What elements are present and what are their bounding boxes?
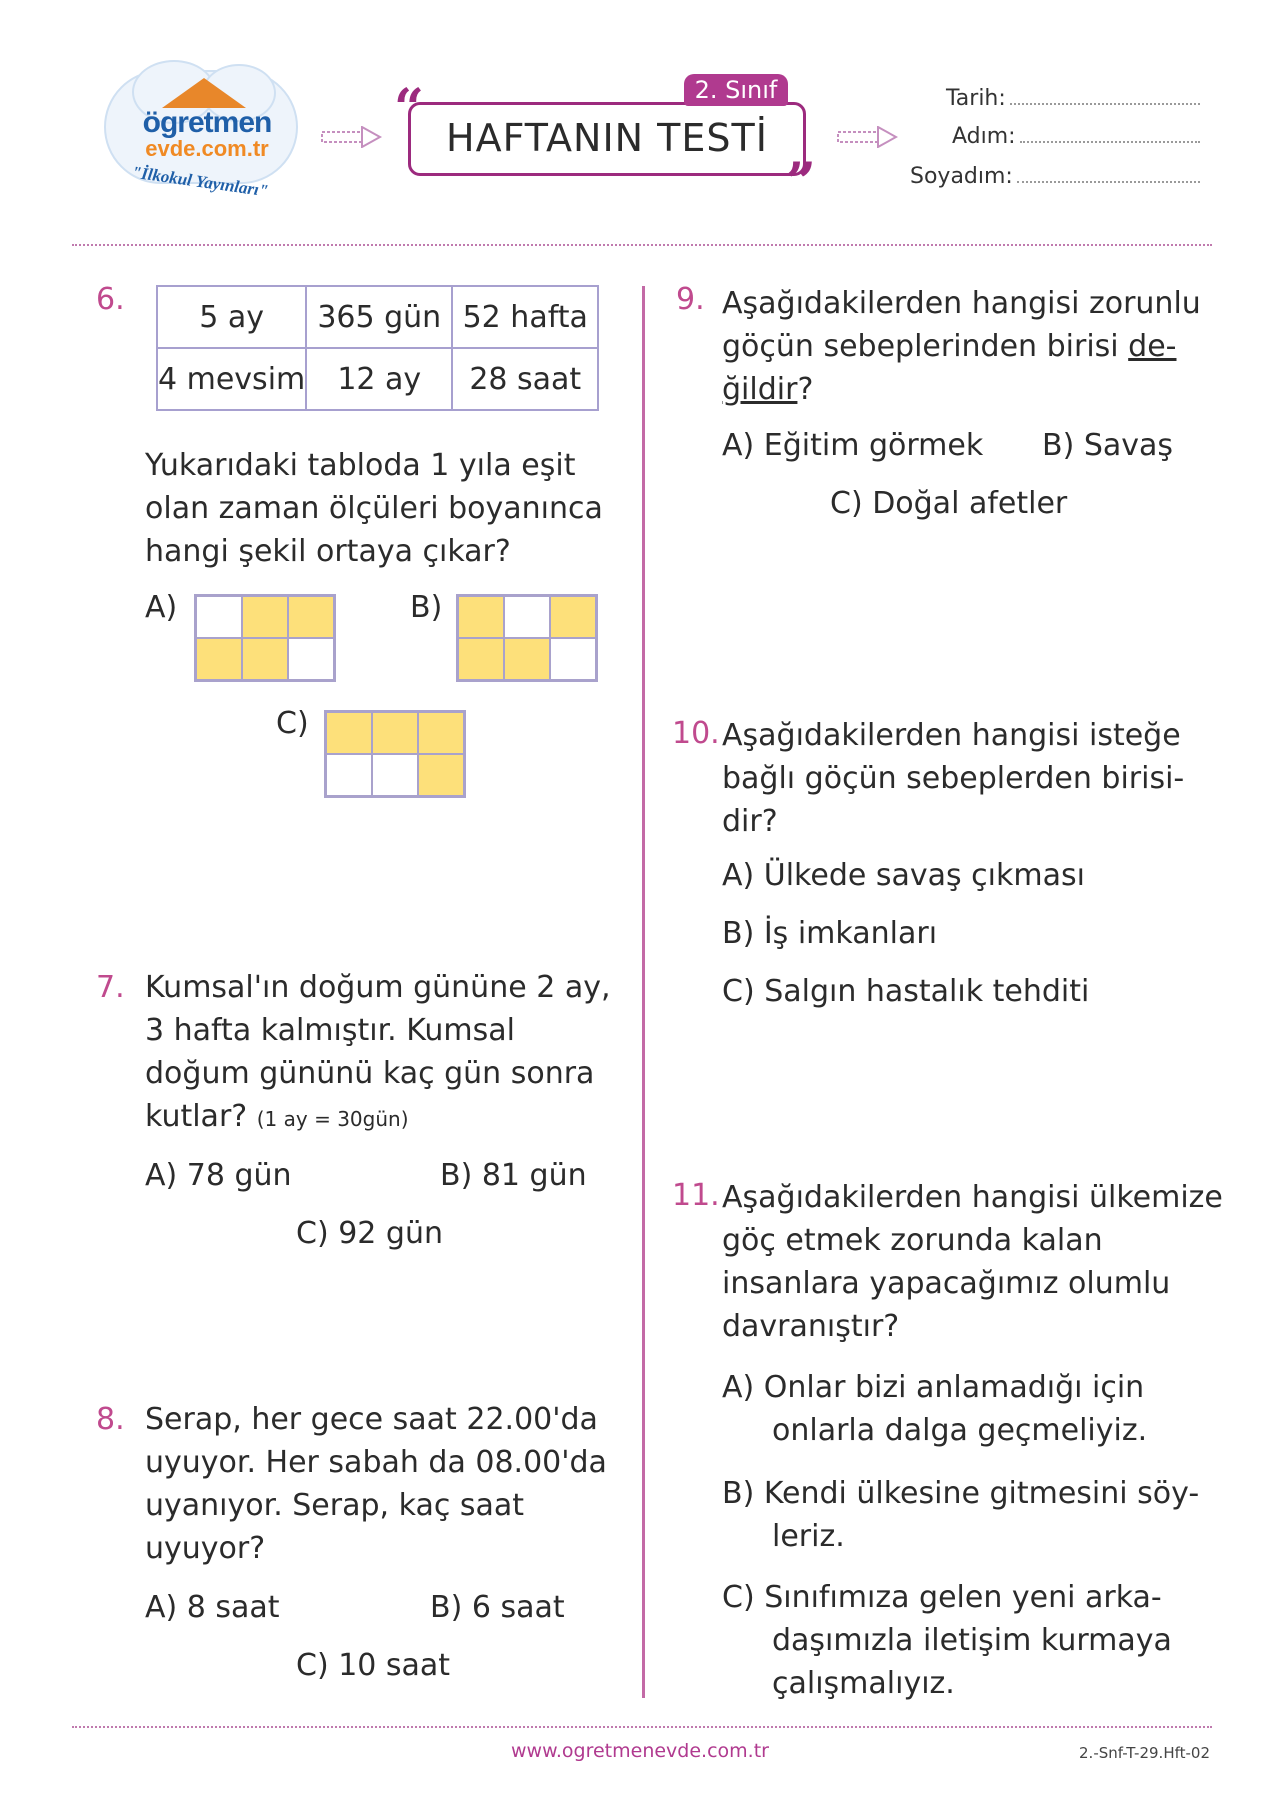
footer-divider: [72, 1726, 1212, 1728]
stem-line: davranıştır?: [722, 1309, 900, 1344]
option-line: B) Kendi ülkesine gitmesini söy-: [722, 1476, 1200, 1511]
stem-line: uyanıyor. Serap, kaç saat: [145, 1488, 525, 1523]
grid-cell-empty: [288, 638, 334, 680]
option-line: leriz.: [772, 1519, 845, 1554]
question-stem: [722, 714, 1184, 843]
name-field[interactable]: [910, 124, 1200, 149]
grid-cell-filled: [504, 638, 550, 680]
logo-sub: evde.com.tr: [145, 136, 269, 161]
time-units-table: [156, 285, 599, 411]
option-c-grid[interactable]: [324, 710, 466, 798]
stem-line: Kumsal'ın doğum gününe 2 ay,: [145, 970, 611, 1005]
option-b-label[interactable]: B): [410, 590, 443, 625]
surname-blank: [1017, 165, 1200, 183]
option-b[interactable]: [722, 1472, 1199, 1558]
question-number: 6.: [96, 282, 125, 317]
grid-cell-filled: [458, 596, 504, 638]
option-a-label[interactable]: A): [145, 590, 178, 625]
stem-line: Aşağıdakilerden hangisi ülkemize: [722, 1180, 1223, 1215]
option-c[interactable]: C) 92 gün: [296, 1216, 443, 1251]
option-c-label[interactable]: C): [276, 706, 309, 741]
stem-text: ?: [797, 372, 814, 407]
emphasis-text: ğildir: [722, 372, 798, 407]
stem-line: bağlı göçün sebeplerden birisi-: [722, 761, 1185, 796]
question-stem: [145, 444, 603, 573]
grid-cell-empty: [504, 596, 550, 638]
grid-cell-filled: [326, 712, 372, 754]
arrow-right-icon: [320, 126, 382, 148]
stem-line: olan zaman ölçüleri boyanınca: [145, 491, 603, 526]
page-title: HAFTANIN TESTİ: [446, 116, 768, 160]
option-a[interactable]: A) 8 saat: [145, 1590, 280, 1625]
stem-text: kutlar?: [145, 1099, 248, 1134]
option-line: A) Onlar bizi anlamadığı için: [722, 1370, 1145, 1405]
grid-cell-empty: [550, 638, 596, 680]
emphasis-text: de-: [1128, 329, 1177, 364]
stem-line: [145, 1095, 611, 1141]
question-stem: [145, 966, 611, 1141]
stem-line: Serap, her gece saat 22.00'da: [145, 1402, 598, 1437]
date-blank: [1010, 87, 1200, 105]
option-a[interactable]: A) Ülkede savaş çıkması: [722, 858, 1085, 893]
logo-name: ögretmen: [142, 106, 272, 139]
option-b[interactable]: B) 81 gün: [440, 1158, 587, 1193]
question-number: 8.: [96, 1402, 125, 1437]
table-cell: 4 mevsim: [157, 348, 306, 410]
table-row: [157, 348, 598, 410]
grid-cell-filled: [242, 596, 288, 638]
column-divider: [642, 286, 645, 1698]
surname-field[interactable]: [910, 164, 1200, 189]
arrow-right-icon: [836, 126, 898, 148]
stem-line: Yukarıdaki tabloda 1 yıla eşit: [145, 448, 576, 483]
table-cell: 12 ay: [306, 348, 452, 410]
option-c[interactable]: C) Salgın hastalık tehditi: [722, 974, 1090, 1009]
table-cell: 52 hafta: [452, 286, 598, 348]
question-stem: [722, 282, 1201, 411]
house-roof-icon: [162, 78, 246, 108]
stem-line: [722, 325, 1201, 368]
option-b[interactable]: B) İş imkanları: [722, 916, 938, 951]
quote-close-icon: ”: [786, 152, 816, 213]
stem-line: Aşağıdakilerden hangisi zorunlu: [722, 286, 1201, 321]
date-label: Tarih:: [946, 86, 1006, 111]
option-line: çalışmalıyız.: [772, 1666, 955, 1701]
date-field[interactable]: [910, 86, 1200, 111]
table-row: [157, 286, 598, 348]
grid-cell-filled: [196, 638, 242, 680]
option-c[interactable]: [722, 1576, 1172, 1705]
publisher-logo: [92, 60, 317, 220]
option-b[interactable]: B) 6 saat: [430, 1590, 565, 1625]
option-b[interactable]: B) Savaş: [1042, 428, 1174, 463]
website-link[interactable]: www.ogretmenevde.com.tr: [511, 1740, 769, 1762]
grid-cell-filled: [242, 638, 288, 680]
question-stem: [145, 1398, 607, 1570]
table-cell: 28 saat: [452, 348, 598, 410]
stem-line: hangi şekil ortaya çıkar?: [145, 534, 511, 569]
option-a[interactable]: [722, 1366, 1147, 1452]
stem-line: uyuyor?: [145, 1531, 266, 1566]
grid-cell-filled: [458, 638, 504, 680]
surname-label: Soyadım:: [910, 164, 1013, 189]
conversion-note: (1 ay = 30gün): [256, 1107, 409, 1131]
grid-cell-filled: [418, 712, 464, 754]
question-number: 10.: [672, 716, 720, 751]
name-blank: [1020, 125, 1200, 143]
grid-cell-empty: [372, 754, 418, 796]
stem-text: göçün sebeplerinden birisi: [722, 329, 1129, 364]
grid-cell-filled: [418, 754, 464, 796]
table-cell: 365 gün: [306, 286, 452, 348]
option-line: onlarla dalga geçmeliyiz.: [772, 1413, 1148, 1448]
question-number: 9.: [676, 282, 705, 317]
option-a[interactable]: A) 78 gün: [145, 1158, 292, 1193]
option-line: C) Sınıfımıza gelen yeni arka-: [722, 1580, 1162, 1615]
stem-line: uyuyor. Her sabah da 08.00'da: [145, 1445, 607, 1480]
grid-cell-empty: [196, 596, 242, 638]
question-stem: [722, 1176, 1223, 1348]
option-c[interactable]: C) Doğal afetler: [830, 486, 1068, 521]
stem-line: Aşağıdakilerden hangisi isteğe: [722, 718, 1181, 753]
grid-cell-filled: [288, 596, 334, 638]
option-a-grid[interactable]: [194, 594, 336, 682]
name-label: Adım:: [952, 124, 1016, 149]
grid-cell-filled: [372, 712, 418, 754]
stem-line: göç etmek zorunda kalan: [722, 1223, 1103, 1258]
grade-badge: 2. Sınıf: [684, 74, 788, 106]
document-code: 2.-Snf-T-29.Hft-02: [1079, 1744, 1210, 1762]
logo-tagline: "İlkokul Yayınları": [130, 162, 270, 201]
option-line: daşımızla iletişim kurmaya: [772, 1623, 1172, 1658]
question-number: 11.: [672, 1178, 720, 1213]
table-cell: 5 ay: [157, 286, 306, 348]
option-b-grid[interactable]: [456, 594, 598, 682]
stem-line: dir?: [722, 804, 778, 839]
grid-cell-empty: [326, 754, 372, 796]
question-number: 7.: [96, 970, 125, 1005]
stem-line: doğum gününü kaç gün sonra: [145, 1056, 595, 1091]
stem-line: [722, 368, 1201, 411]
stem-line: insanlara yapacağımız olumlu: [722, 1266, 1171, 1301]
option-a[interactable]: A) Eğitim görmek: [722, 428, 984, 463]
quote-open-icon: “: [394, 78, 424, 139]
stem-line: 3 hafta kalmıştır. Kumsal: [145, 1013, 516, 1048]
header-divider: [72, 244, 1212, 246]
option-c[interactable]: C) 10 saat: [296, 1648, 451, 1683]
grid-cell-filled: [550, 596, 596, 638]
